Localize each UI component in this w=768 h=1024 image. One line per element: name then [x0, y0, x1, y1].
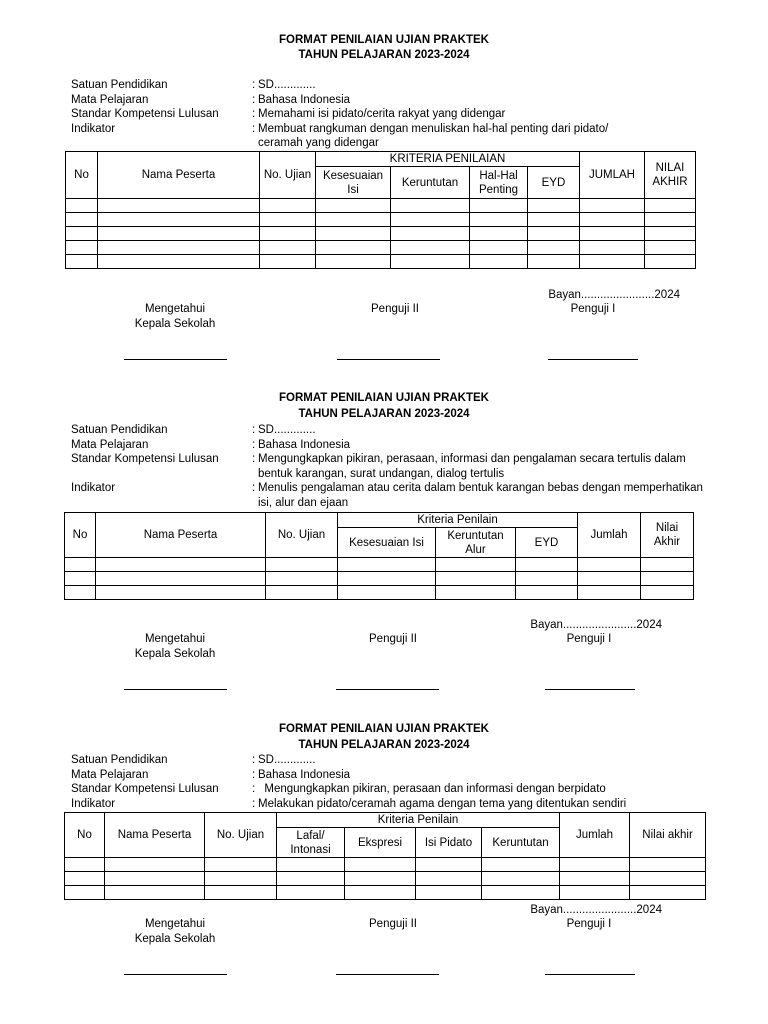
form-title: FORMAT PENILAIAN UJIAN PRAKTEK: [279, 34, 489, 46]
form-subtitle: TAHUN PELAJARAN 2023-2024: [298, 49, 470, 61]
signature-line-kepala: [124, 359, 227, 360]
score-table: [64, 812, 706, 900]
mengetahui-label: Mengetahui: [144, 633, 206, 645]
header-nilai: Nilai akhir: [630, 813, 706, 858]
info-value: Bahasa Indonesia: [258, 93, 351, 106]
header-eyd: EYD: [516, 528, 578, 558]
info-row-indikator: Indikator : Menulis pengalaman atau cerita dalam bentuk karangan bebas dengan memperhatikan isi, alur dan ejaan: [71, 482, 703, 509]
form-info: [71, 78, 711, 151]
kepala-sekolah-label: Kepala Sekolah: [134, 933, 216, 945]
header-lafal: Lafal/ Intonasi: [277, 828, 345, 858]
form-info: [71, 423, 711, 511]
signature-line-kepala: [124, 689, 227, 690]
info-row-satuan: Satuan Pendidikan : SD.............: [71, 754, 316, 766]
header-keruntutan-alur: Keruntutan Alur: [436, 528, 516, 558]
header-isi-pidato: Isi Pidato: [416, 828, 482, 858]
header-no: No: [65, 513, 96, 558]
header-kriteria: Kriteria Penilain: [277, 813, 560, 828]
info-value: Memahami isi pidato/cerita rakyat yang didengar: [258, 108, 506, 121]
mengetahui-label: Mengetahui: [144, 303, 206, 315]
header-hal-penting: Hal-Hal Penting: [470, 167, 528, 199]
info-label: Satuan Pendidikan: [71, 79, 168, 91]
penguji-i-label: Penguji I: [570, 303, 616, 315]
header-nilai: NILAI AKHIR: [645, 152, 696, 199]
header-kesesuaian: Kesesuaian Isi: [338, 528, 436, 558]
info-row-skl: Standar Kompetensi Lulusan : Memahami isi pidato/cerita rakyat yang didengar: [71, 107, 711, 122]
header-jumlah: Jumlah: [578, 513, 641, 558]
form-title: FORMAT PENILAIAN UJIAN PRAKTEK: [279, 392, 489, 404]
info-label: Standar Kompetensi Lulusan: [71, 108, 219, 121]
header-jumlah: Jumlah: [560, 813, 630, 858]
table-row: [66, 213, 696, 227]
place-date: Bayan.......................2024: [530, 619, 662, 631]
info-row-indikator: Indikator : Membuat rangkuman dengan menuliskan hal-hal penting dari pidato/ ceramah yang didengar: [71, 122, 711, 151]
header-nilai: Nilai Akhir: [641, 513, 694, 558]
info-row-mapel: Mata Pelajaran : Bahasa Indonesia: [71, 93, 711, 108]
header-kriteria: KRITERIA PENILAIAN: [316, 152, 580, 167]
signature-line-penguji-ii: [336, 689, 439, 690]
info-value: SD.............: [258, 79, 316, 91]
info-row-skl: Standar Kompetensi Lulusan : Mengungkapkan pikiran, perasaan, informasi dan pengalaman secara tertulis dalam bentuk karangan, surat undangan, dialog tertulis: [71, 453, 686, 480]
table-row: [65, 586, 694, 600]
signature-line-penguji-i: [545, 974, 635, 975]
mengetahui-label: Mengetahui: [144, 918, 206, 930]
header-no: No: [66, 152, 98, 199]
signature-line-penguji-ii: [337, 359, 440, 360]
signature-line-penguji-ii: [336, 974, 439, 975]
header-kriteria: Kriteria Penilain: [338, 513, 578, 528]
header-no-ujian: No. Ujian: [205, 813, 277, 858]
info-row-skl: Standar Kompetensi Lulusan : Mengungkapkan pikiran, perasaan dan informasi dengan berpidato: [71, 783, 606, 796]
header-keruntutan: Keruntutan: [482, 828, 560, 858]
info-value: Membuat rangkuman dengan menuliskan hal-hal penting dari pidato/ ceramah yang didengar: [258, 122, 609, 150]
table-row: [66, 199, 696, 213]
header-no-ujian: No. Ujian: [260, 152, 316, 199]
info-row-mapel: Mata Pelajaran : Bahasa Indonesia: [71, 768, 351, 781]
table-row: [66, 255, 696, 269]
table-row: [65, 886, 706, 900]
form-subtitle: TAHUN PELAJARAN 2023-2024: [298, 408, 470, 420]
penguji-i-label: Penguji I: [566, 918, 612, 930]
info-row-indikator: Indikator : Melakukan pidato/ceramah agama dengan tema yang ditentukan sendiri: [71, 797, 627, 810]
place-date: Bayan.......................2024: [548, 289, 680, 301]
penguji-ii-label: Penguji II: [371, 303, 419, 315]
table-row: [66, 227, 696, 241]
header-no: No: [65, 813, 105, 858]
header-kesesuaian: Kesesuaian Isi: [316, 167, 391, 199]
info-label: Indikator: [71, 122, 116, 135]
score-table: [64, 512, 694, 600]
form-subtitle: TAHUN PELAJARAN 2023-2024: [298, 739, 470, 751]
kepala-sekolah-label: Kepala Sekolah: [134, 318, 216, 330]
header-jumlah: JUMLAH: [580, 152, 645, 199]
table-row: [65, 572, 694, 586]
penguji-i-label: Penguji I: [566, 633, 612, 645]
signature-line-penguji-i: [545, 689, 635, 690]
form-info: [71, 753, 711, 811]
table-row: [65, 872, 706, 886]
header-keruntutan: Keruntutan: [391, 167, 470, 199]
info-row-satuan: Satuan Pendidikan : SD.............: [71, 424, 316, 436]
info-row-mapel: Mata Pelajaran : Bahasa Indonesia: [71, 438, 351, 451]
signature-line-penguji-i: [548, 359, 638, 360]
header-nama: Nama Peserta: [98, 152, 260, 199]
header-no-ujian: No. Ujian: [266, 513, 338, 558]
info-label: Mata Pelajaran: [71, 93, 149, 106]
table-row: [66, 241, 696, 255]
place-date: Bayan.......................2024: [530, 904, 662, 916]
header-eyd: EYD: [528, 167, 580, 199]
penguji-ii-label: Penguji II: [369, 633, 417, 645]
score-table: [65, 151, 696, 269]
info-row-satuan: Satuan Pendidikan : SD.............: [71, 78, 711, 93]
header-nama: Nama Peserta: [105, 813, 205, 858]
penguji-ii-label: Penguji II: [369, 918, 417, 930]
header-ekspresi: Ekspresi: [345, 828, 416, 858]
form-title: FORMAT PENILAIAN UJIAN PRAKTEK: [279, 723, 489, 735]
table-row: [65, 558, 694, 572]
signature-line-kepala: [124, 974, 227, 975]
kepala-sekolah-label: Kepala Sekolah: [134, 648, 216, 660]
header-nama: Nama Peserta: [96, 513, 266, 558]
table-row: [65, 858, 706, 872]
